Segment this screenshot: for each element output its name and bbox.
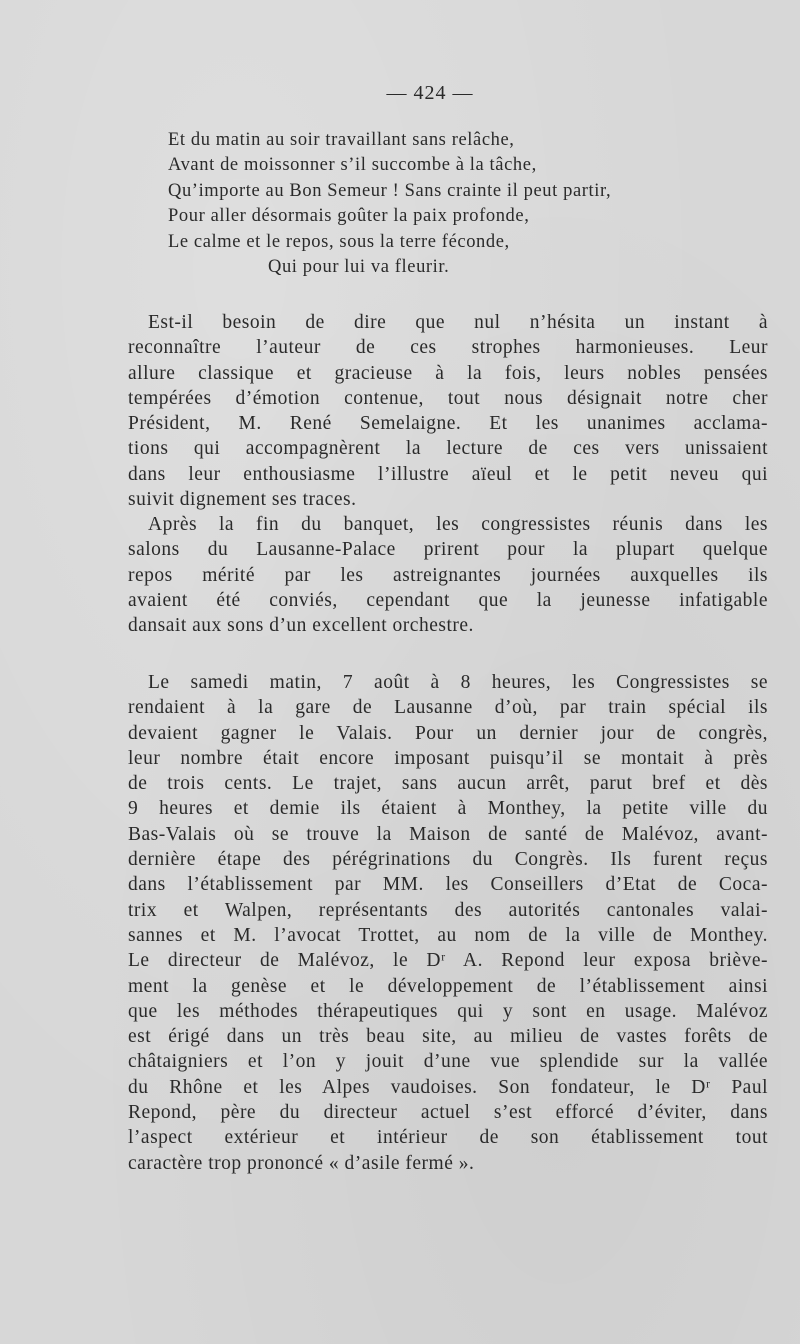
text-line: châtaigniers et l’on y jouit d’une vue splendide sur la vallée: [128, 1051, 768, 1073]
text-line: Le samedi matin, 7 août à 8 heures, les Congressistes se: [148, 672, 768, 693]
text-line: dansait aux sons d’un excellent orchestre.: [128, 615, 474, 637]
text-line: leur nombre était encore imposant puisqu’il se montait à près: [128, 747, 768, 769]
text-line: Est-il besoin de dire que nul n’hésita un instant à: [148, 312, 768, 333]
text-line: dans leur enthousiasme l’illustre aïeul et le petit neveu qui: [128, 463, 768, 485]
text-line: repos mérité par les astreignantes journées auxquelles ils: [128, 564, 768, 586]
text-line: caractère trop prononcé « d’asile fermé ».: [128, 1152, 475, 1174]
text-line: allure classique et gracieuse à la fois, leurs nobles pensées: [128, 362, 768, 384]
text-line: tions qui accompagnèrent la lecture de ces vers unissaient: [128, 438, 768, 460]
text-line: Bas-Valais où se trouve la Maison de santé de Malévoz, avant-: [128, 823, 768, 845]
verse-line: Qu’importe au Bon Semeur ! Sans crainte il peut partir,: [168, 180, 612, 201]
page-number: — 424 —: [386, 82, 474, 104]
text-line: 9 heures et demie ils étaient à Monthey, la petite ville du: [128, 798, 768, 820]
text-line: avaient été conviés, cependant que la jeunesse infatigable: [128, 589, 768, 611]
verse-line: Avant de moissonner s’il succombe à la tâche,: [168, 155, 537, 176]
poem-stanza: [168, 128, 768, 280]
text-line: tempérées d’émotion contenue, tout nous désignait notre cher: [128, 387, 768, 409]
text-line: de trois cents. Le trajet, sans aucun arrêt, parut bref et dès: [128, 773, 768, 795]
paragraph-3: [128, 670, 768, 1176]
text-line: salons du Lausanne-Palace prirent pour la plupart quelque: [128, 539, 768, 561]
text-line: suivit dignement ses traces.: [128, 489, 357, 511]
text-line: est érigé dans un très beau site, au milieu de vastes forêts de: [128, 1026, 768, 1048]
text-line: ment la genèse et le développement de l’établissement ainsi: [128, 975, 768, 997]
verse-line: Pour aller désormais goûter la paix profonde,: [168, 206, 530, 227]
verse-line: Qui pour lui va fleurir.: [268, 257, 450, 278]
text-line: dernière étape des pérégrinations du Congrès. Ils furent reçus: [128, 849, 768, 871]
text-line: Repond, père du directeur actuel s’est efforcé d’éviter, dans: [128, 1102, 768, 1124]
paragraph-1: [128, 310, 768, 512]
text-line: dans l’établissement par MM. les Conseillers d’Etat de Coca-: [128, 874, 768, 896]
text-line: du Rhône et les Alpes vaudoises. Son fondateur, le Dʳ Paul: [128, 1076, 768, 1098]
text-line: trix et Walpen, représentants des autorités cantonales valai-: [128, 899, 768, 921]
text-line: Le directeur de Malévoz, le Dʳ A. Repond leur exposa briève-: [128, 950, 768, 972]
verse-line: Le calme et le repos, sous la terre féconde,: [168, 231, 510, 252]
verse-line: Et du matin au soir travaillant sans relâche,: [168, 130, 515, 150]
text-line: reconnaître l’auteur de ces strophes harmonieuses. Leur: [128, 337, 768, 359]
text-line: sannes et M. l’avocat Trottet, au nom de la ville de Monthey.: [128, 924, 768, 946]
text-line: Président, M. René Semelaigne. Et les unanimes acclama-: [128, 413, 768, 435]
text-line: rendaient à la gare de Lausanne d’où, par train spécial ils: [128, 697, 768, 719]
text-line: que les méthodes thérapeutiques qui y sont en usage. Malévoz: [128, 1000, 768, 1022]
text-line: devaient gagner le Valais. Pour un dernier jour de congrès,: [128, 722, 768, 744]
paragraph-2: [128, 512, 768, 638]
text-line: l’aspect extérieur et intérieur de son établissement tout: [128, 1127, 768, 1149]
text-line: Après la fin du banquet, les congressistes réunis dans les: [148, 514, 768, 535]
